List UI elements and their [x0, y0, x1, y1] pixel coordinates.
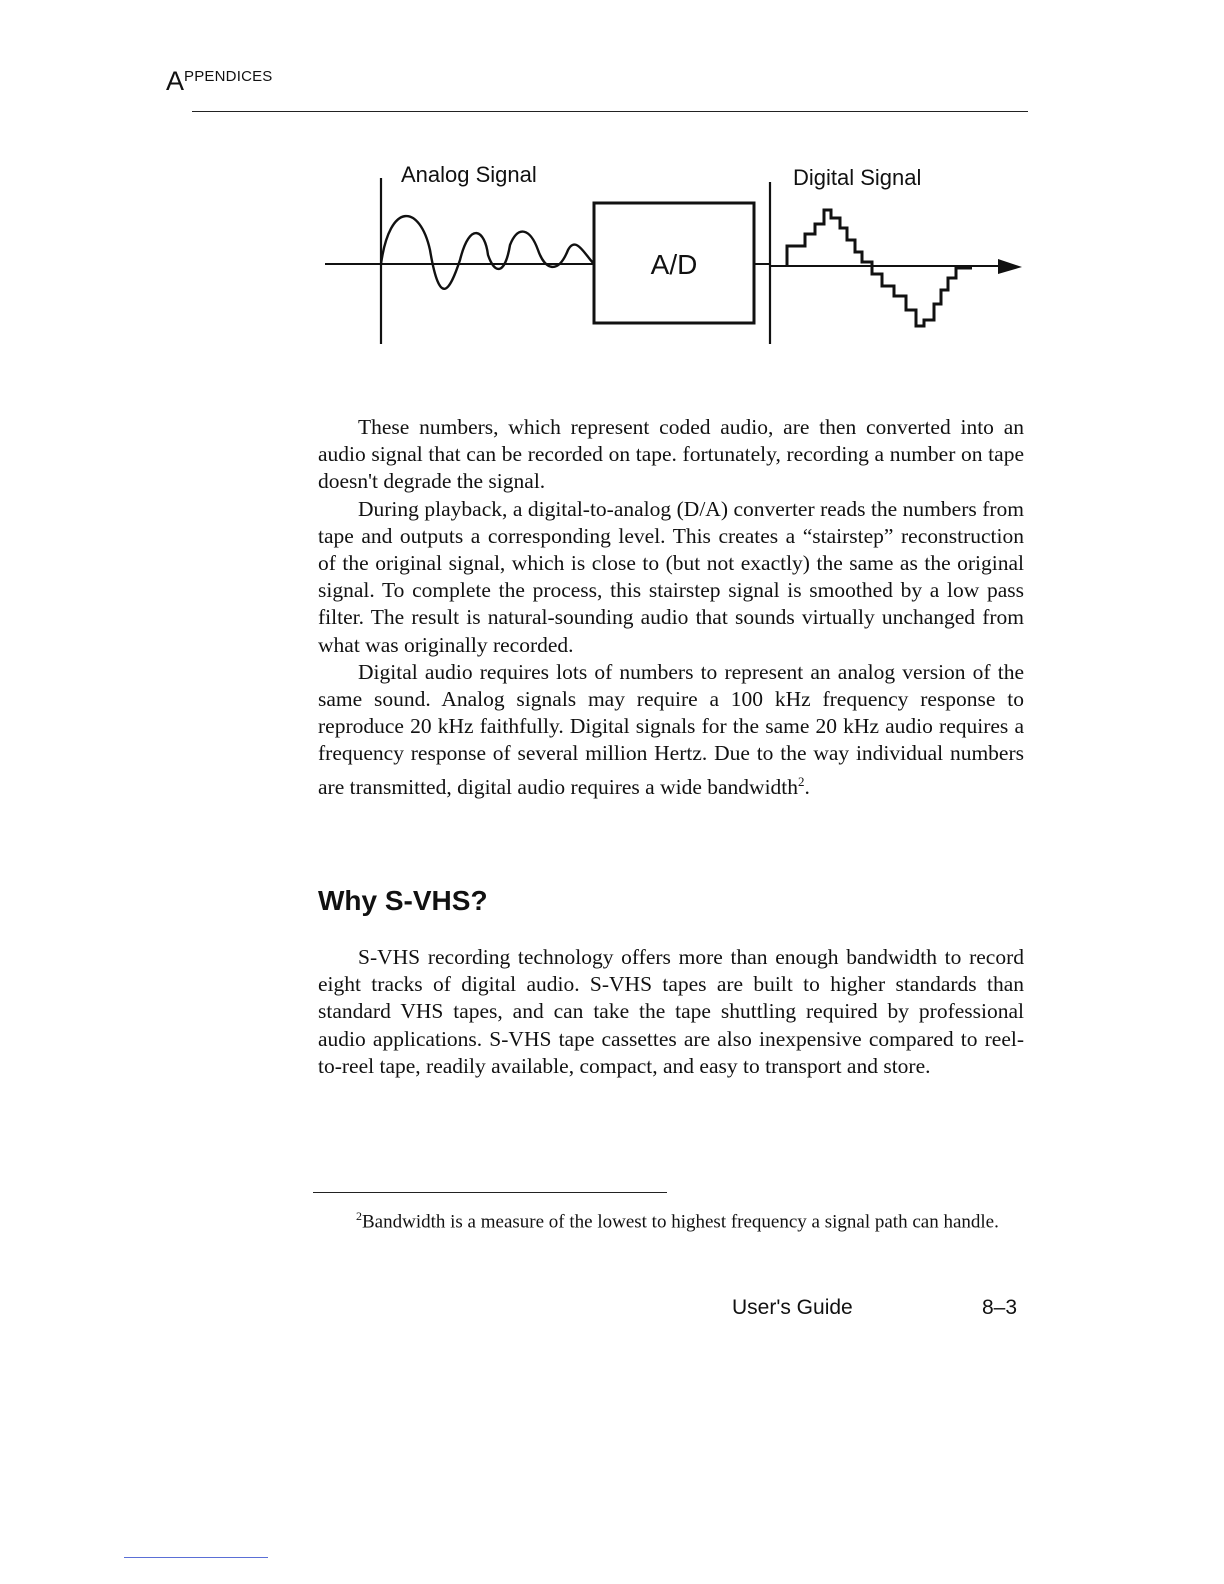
ad-conversion-diagram: [300, 150, 1040, 360]
footnote-rule: [313, 1192, 667, 1193]
section-heading: Why S-VHS?: [318, 885, 488, 916]
footnote-text: Bandwidth is a measure of the lowest to highest frequency a signal path can handle.: [362, 1211, 999, 1233]
digital-signal-label: Digital Signal: [793, 165, 922, 190]
analog-signal-label: Analog Signal: [401, 162, 537, 187]
footnote: [316, 1204, 1024, 1234]
paragraph-svhs: S-VHS recording technology offers more than enough bandwidth to record eight tracks of digital audio. S-VHS tapes are built to higher standards than standard VHS tapes, and can take the tape shuttling required by professional audio applications. S-VHS tape cassettes are also inexpensive compared to reel-to-reel tape, readily available, compact, and easy to transport and store.: [318, 945, 1024, 1078]
page-number: 8–3: [982, 1296, 1018, 1319]
running-header: [166, 66, 273, 97]
paragraph-playback: During playback, a digital-to-analog (D/A) converter reads the numbers from tape and outputs a corresponding level. This creates a “stairstep” reconstruction of the original signal, which is close to (but not exactly) the same as the original signal. To complete the process, this stairstep signal is smoothed by a low pass filter. The result is natural-sounding audio that sounds virtually unchanged from what was originally recorded.: [318, 496, 1024, 657]
digital-axis-arrowhead: [998, 259, 1022, 274]
ad-converter-label: A/D: [650, 249, 698, 280]
footnote-reference: 2: [798, 773, 805, 789]
footer-guide-title: User's Guide: [732, 1296, 853, 1319]
bottom-edge-line: [124, 1557, 268, 1558]
paragraph-bandwidth: [318, 659, 1024, 801]
section-body: [318, 944, 1024, 1080]
digital-stairstep-waveform: [787, 210, 972, 326]
body-text: [318, 414, 1024, 801]
paragraph-bandwidth-text: Digital audio requires lots of numbers to represent an analog version of the same sound. Analog signals may require a 100 kHz frequency response to reproduce 20 kHz faithfully. Digital signals for the same 20 kHz audio requires a frequency response of several million Hertz. Due to the way individual numbers are transmitted, digital audio requires a wide bandwidth: [318, 659, 1024, 799]
header-rule: [192, 111, 1028, 112]
header-rest: PPENDICES: [184, 68, 273, 85]
footnote-number: 2: [356, 1209, 362, 1223]
analog-waveform: [381, 216, 594, 289]
paragraph-bandwidth-end: .: [804, 774, 810, 799]
paragraph-coded-audio: These numbers, which represent coded audio, are then converted into an audio signal that can be recorded on tape. fortunately, recording a number on tape doesn't degrade the signal.: [318, 415, 1024, 494]
header-initial: A: [166, 66, 185, 96]
